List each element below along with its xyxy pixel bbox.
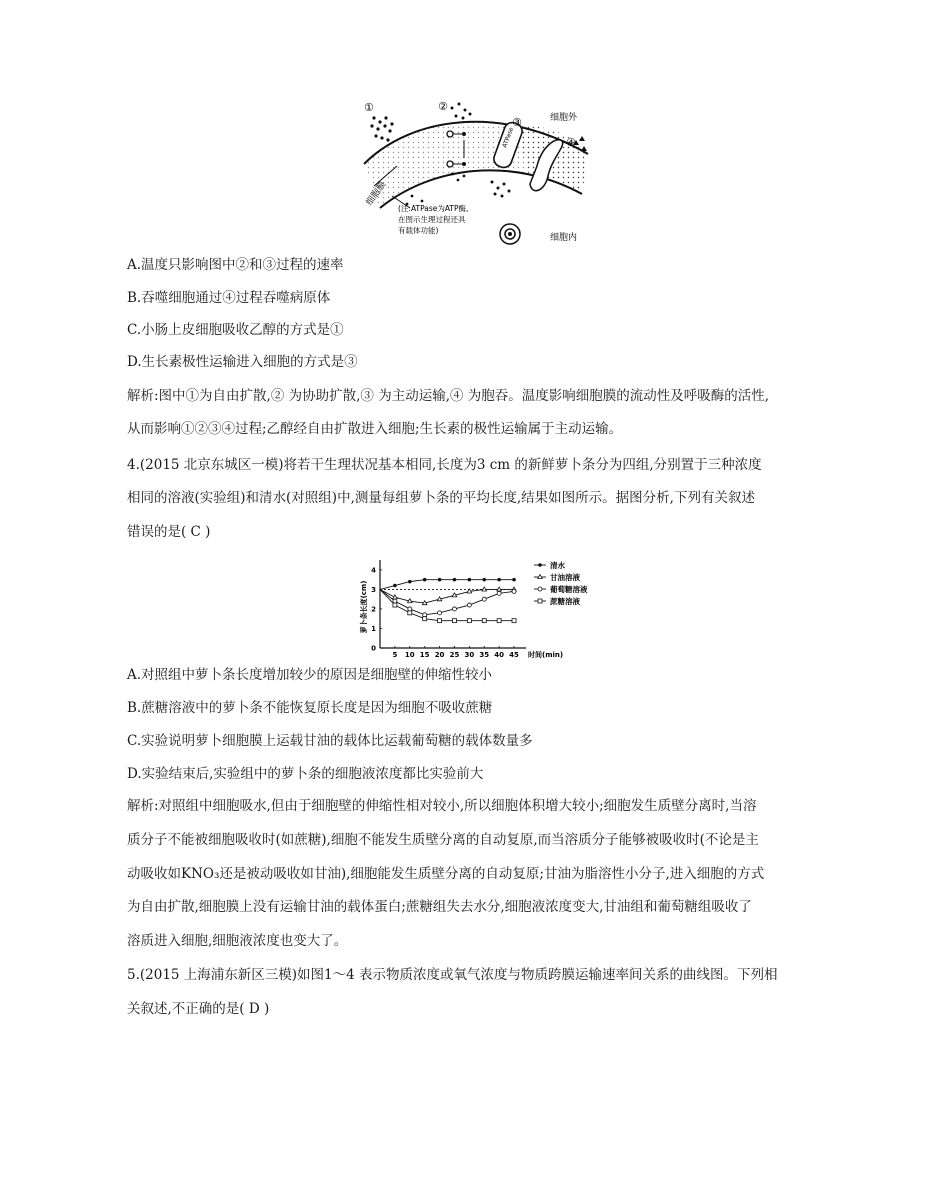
q4-stem-line: 错误的是( C ) xyxy=(127,524,211,540)
svg-text:④: ④ xyxy=(566,136,576,149)
svg-text:②: ② xyxy=(438,100,448,113)
y-tick-label: 1 xyxy=(371,624,376,633)
data-point xyxy=(512,578,516,582)
series-line xyxy=(380,580,514,590)
membrane-transport-diagram xyxy=(352,96,602,246)
legend-label: 葡萄糖溶液 xyxy=(550,585,588,594)
svg-text:③: ③ xyxy=(512,116,522,129)
data-point xyxy=(423,578,427,582)
data-point xyxy=(497,587,502,591)
legend-marker xyxy=(538,587,542,591)
data-point xyxy=(482,597,486,601)
data-point xyxy=(512,589,516,593)
q4-analysis-line: 溶质进入细胞,细胞液浓度也变大了。 xyxy=(127,933,348,949)
data-point xyxy=(393,603,397,607)
data-point xyxy=(393,584,397,588)
series-line xyxy=(380,589,514,614)
x-axis-label: 时间(min) xyxy=(528,651,564,659)
x-tick-label: 5 xyxy=(392,651,398,659)
y-tick-label: 2 xyxy=(371,605,376,614)
data-point xyxy=(452,619,456,623)
data-point xyxy=(422,601,427,605)
svg-text:细胞内: 细胞内 xyxy=(550,233,578,243)
y-tick-label: 3 xyxy=(371,585,376,594)
q5-stem-line: 5.(2015 上海浦东新区三模)如图1～4 表示物质浓度或氧气浓度与物质跨膜运输速率间关系的曲线图。下列相 xyxy=(127,967,778,983)
data-point xyxy=(408,580,412,584)
data-point xyxy=(467,603,471,607)
data-point xyxy=(512,619,516,623)
data-point xyxy=(467,589,472,593)
legend-marker xyxy=(538,575,543,579)
x-tick-label: 40 xyxy=(494,651,505,659)
legend-label: 蔗糖溶液 xyxy=(550,597,580,606)
svg-text:ATPase: ATPase xyxy=(501,126,516,149)
legend-label: 清水 xyxy=(550,561,565,570)
data-point xyxy=(408,607,412,611)
svg-text:有载体功能): 有载体功能) xyxy=(398,226,439,235)
data-point xyxy=(497,591,501,595)
data-point xyxy=(453,578,457,582)
data-point xyxy=(437,597,442,601)
q3-option-b: B.吞噬细胞通过④过程吞噬病原体 xyxy=(127,290,331,306)
svg-text:(注:ATPase为ATP酶,: (注:ATPase为ATP酶, xyxy=(398,204,469,213)
q4-option-d: D.实验结束后,实验组中的萝卜条的细胞液浓度都比实验前大 xyxy=(127,766,484,782)
x-tick-label: 30 xyxy=(464,651,475,659)
data-point xyxy=(497,578,501,582)
x-tick-label: 10 xyxy=(404,651,415,659)
data-point xyxy=(438,619,442,623)
data-point xyxy=(468,578,472,582)
x-tick-label: 25 xyxy=(449,651,460,659)
y-axis-label: 萝卜条长度(cm) xyxy=(360,580,368,634)
x-tick-label: 45 xyxy=(509,651,519,659)
q4-stem-line: 4.(2015 北京东城区一模)将若干生理状况基本相同,长度为3 cm 的新鲜萝卜条分为四组,分别置于三种浓度 xyxy=(127,457,762,473)
data-point xyxy=(407,599,412,603)
svg-text:①: ① xyxy=(364,101,374,114)
data-point xyxy=(423,617,427,621)
legend-marker xyxy=(538,563,542,567)
svg-text:在图示生理过程还具: 在图示生理过程还具 xyxy=(398,215,466,224)
q4-option-c: C.实验说明萝卜细胞膜上运载甘油的载体比运载葡萄糖的载体数量多 xyxy=(127,733,533,749)
q4-analysis-line: 质分子不能被细胞吸收时(如蔗糖),细胞不能发生质壁分离的自动复原,而当溶质分子能够被吸收时(不论是主 xyxy=(127,832,759,848)
data-point xyxy=(497,619,501,623)
legend-marker xyxy=(538,599,542,603)
q3-option-d: D.生长素极性运输进入细胞的方式是③ xyxy=(127,354,358,370)
x-tick-label: 15 xyxy=(419,651,430,659)
data-point xyxy=(482,578,486,582)
data-point xyxy=(438,611,442,615)
series-line xyxy=(380,589,514,603)
q5-stem-line: 关叙述,不正确的是( D ) xyxy=(127,1001,270,1017)
q4-analysis-line: 解析:对照组中细胞吸水,但由于细胞壁的伸缩性相对较小,所以细胞体积增大较小;细胞发生质壁分离时,当溶 xyxy=(127,798,757,814)
data-point xyxy=(482,587,487,591)
data-point xyxy=(482,619,486,623)
q3-option-a: A.温度只影响图中②和③过程的速率 xyxy=(127,257,344,273)
data-point xyxy=(467,619,471,623)
data-point xyxy=(423,613,427,617)
x-tick-label: 35 xyxy=(479,651,490,659)
series-line xyxy=(380,589,514,620)
q3-analysis-line: 从而影响①②③④过程;乙醇经自由扩散进入细胞;生长素的极性运输属于主动运输。 xyxy=(127,421,623,437)
legend-label: 甘油溶液 xyxy=(550,573,580,582)
data-point xyxy=(452,593,457,597)
data-point xyxy=(438,578,442,582)
radish-length-chart xyxy=(358,556,608,668)
q3-option-c: C.小肠上皮细胞吸收乙醇的方式是① xyxy=(127,322,344,338)
q4-analysis-line: 为自由扩散,细胞膜上没有运输甘油的载体蛋白;蔗糖组失去水分,细胞液浓度变大,甘油组和葡萄糖组吸收了 xyxy=(127,899,752,915)
data-point xyxy=(452,607,456,611)
q4-stem-line: 相同的溶液(实验组)和清水(对照组)中,测量每组萝卜条的平均长度,结果如图所示。据图分析,下列有关叙述 xyxy=(127,490,755,506)
y-tick-label: 4 xyxy=(371,566,376,575)
x-tick-label: 20 xyxy=(434,651,445,659)
data-point xyxy=(408,611,412,615)
svg-text:细胞外: 细胞外 xyxy=(550,113,578,123)
q4-analysis-line: 动吸收如KNO₃还是被动吸收如甘油),细胞能发生质壁分离的自动复原;甘油为脂溶性小分子,进入细胞的方式 xyxy=(127,866,765,882)
data-point xyxy=(393,595,398,599)
y-tick-label: 0 xyxy=(371,644,376,653)
q3-analysis-line: 解析:图中①为自由扩散,② 为协助扩散,③ 为主动运输,④ 为胞吞。温度影响细胞膜的流动性及呼吸酶的活性, xyxy=(127,388,770,404)
q4-option-a: A.对照组中萝卜条长度增加较少的原因是细胞壁的伸缩性较小 xyxy=(127,667,493,683)
q4-option-b: B.蔗糖溶液中的萝卜条不能恢复原长度是因为细胞不吸收蔗糖 xyxy=(127,700,493,716)
svg-text:细胞膜: 细胞膜 xyxy=(364,179,389,208)
data-point xyxy=(393,599,397,603)
